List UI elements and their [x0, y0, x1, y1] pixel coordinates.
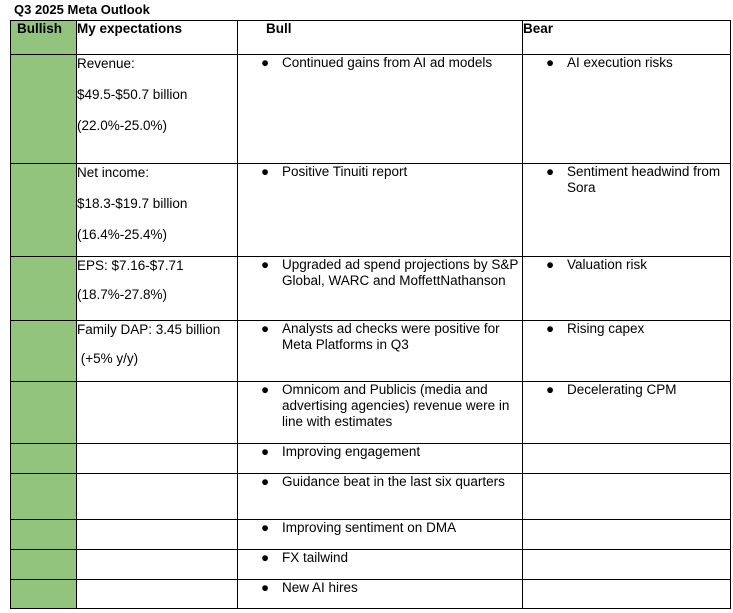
expectation-line: EPS: $7.16-$7.71	[77, 258, 184, 273]
bear-text: Rising capex	[567, 321, 645, 336]
bull-cell	[238, 164, 523, 257]
bull-text: Positive Tinuiti report	[282, 164, 408, 179]
expectations-cell	[77, 55, 238, 164]
expectation-line: $18.3-$19.7 billion	[77, 196, 188, 211]
table-row	[11, 520, 731, 550]
bull-cell	[238, 321, 523, 382]
bullet-dot: ●	[261, 55, 270, 70]
bull-bullet	[238, 474, 522, 490]
bullet-dot: ●	[261, 580, 270, 595]
expectation-line: (16.4%-25.4%)	[77, 227, 168, 242]
bullet-dot: ●	[261, 257, 270, 272]
bear-cell	[523, 550, 731, 580]
bullet-dot: ●	[261, 321, 270, 336]
header-bull: Bull	[238, 21, 523, 55]
table-row	[11, 382, 731, 444]
bull-cell	[238, 520, 523, 550]
bullish-cell	[11, 580, 77, 609]
expectation-line: Net income:	[77, 165, 150, 180]
bullet-dot: ●	[546, 321, 555, 336]
bear-cell	[523, 164, 731, 257]
bear-text: Decelerating CPM	[567, 382, 677, 397]
bull-text: Omnicom and Publicis (media and advertising agencies) revenue were in line with estimates	[282, 382, 510, 429]
bull-cell	[238, 550, 523, 580]
table-row	[11, 321, 731, 382]
expectations-cell	[77, 474, 238, 520]
bear-text: Valuation risk	[567, 257, 648, 272]
bullet-dot: ●	[546, 55, 555, 70]
bullish-cell	[11, 164, 77, 257]
expectations-cell	[77, 444, 238, 474]
bear-bullet	[523, 321, 730, 337]
header-my-expectations: My expectations	[77, 21, 238, 55]
bear-cell	[523, 55, 731, 164]
bull-cell	[238, 474, 523, 520]
table-row	[11, 257, 731, 321]
bullet-dot: ●	[546, 164, 555, 179]
bullet-dot: ●	[261, 382, 270, 397]
expectations-cell	[77, 257, 238, 321]
table-row	[11, 580, 731, 609]
expectations-cell	[77, 382, 238, 444]
bear-bullet	[523, 164, 730, 196]
expectations-cell	[77, 321, 238, 382]
bull-cell	[238, 382, 523, 444]
header-bear: Bear	[523, 21, 731, 55]
expectation-line: (18.7%-27.8%)	[77, 287, 168, 302]
bull-cell	[238, 257, 523, 321]
bull-text: FX tailwind	[282, 550, 349, 565]
bullish-cell	[11, 444, 77, 474]
expectations-cell	[77, 580, 238, 609]
bear-bullet	[523, 382, 730, 398]
bullet-dot: ●	[261, 164, 270, 179]
bull-text: Improving sentiment on DMA	[282, 520, 457, 535]
table-row	[11, 164, 731, 257]
table-row	[11, 550, 731, 580]
bear-cell	[523, 257, 731, 321]
header-bullish: Bullish	[11, 21, 77, 55]
bullet-dot: ●	[261, 444, 270, 459]
bear-text: AI execution risks	[567, 55, 673, 70]
bear-bullet	[523, 55, 730, 71]
bullish-cell	[11, 321, 77, 382]
outlook-table	[10, 20, 731, 609]
bull-bullet	[238, 164, 522, 180]
expectations-cell	[77, 164, 238, 257]
bear-cell	[523, 580, 731, 609]
bull-bullet	[238, 580, 522, 596]
bull-text: Guidance beat in the last six quarters	[282, 474, 505, 489]
bull-bullet	[238, 321, 522, 353]
bullish-cell	[11, 257, 77, 321]
bear-text: Sentiment headwind from Sora	[567, 164, 721, 195]
page-title: Q3 2025 Meta Outlook	[14, 2, 150, 17]
bull-bullet	[238, 55, 522, 71]
expectation-line: (+5% y/y)	[77, 351, 139, 366]
bull-text: Improving engagement	[282, 444, 421, 459]
bear-cell	[523, 520, 731, 550]
bull-text: Analysts ad checks were positive for Meta Platforms in Q3	[282, 321, 500, 352]
expectations-cell	[77, 520, 238, 550]
bull-cell	[238, 55, 523, 164]
expectation-line: Revenue:	[77, 56, 135, 71]
header-row	[11, 21, 731, 55]
bull-bullet	[238, 382, 522, 430]
bullet-dot: ●	[546, 382, 555, 397]
bull-text: New AI hires	[282, 580, 358, 595]
bullet-dot: ●	[261, 520, 270, 535]
bull-bullet	[238, 520, 522, 536]
bullet-dot: ●	[546, 257, 555, 272]
bullet-dot: ●	[261, 550, 270, 565]
bullish-cell	[11, 474, 77, 520]
table-row	[11, 444, 731, 474]
bear-cell	[523, 474, 731, 520]
expectations-cell	[77, 550, 238, 580]
table-row	[11, 474, 731, 520]
bull-cell	[238, 444, 523, 474]
expectation-line: $49.5-$50.7 billion	[77, 87, 188, 102]
bull-text: Continued gains from AI ad models	[282, 55, 493, 70]
bullish-cell	[11, 55, 77, 164]
bull-bullet	[238, 550, 522, 566]
bear-cell	[523, 444, 731, 474]
bear-cell	[523, 382, 731, 444]
bull-cell	[238, 580, 523, 609]
bullish-cell	[11, 550, 77, 580]
table-row	[11, 55, 731, 164]
bull-text: Upgraded ad spend projections by S&P Global, WARC and MoffettNathanson	[282, 257, 519, 288]
bull-bullet	[238, 444, 522, 460]
expectation-line: (22.0%-25.0%)	[77, 118, 168, 133]
bear-bullet	[523, 257, 730, 273]
bull-bullet	[238, 257, 522, 289]
expectation-line: Family DAP: 3.45 billion	[77, 322, 221, 337]
bullish-cell	[11, 520, 77, 550]
bullet-dot: ●	[261, 474, 270, 489]
bullish-cell	[11, 382, 77, 444]
bear-cell	[523, 321, 731, 382]
